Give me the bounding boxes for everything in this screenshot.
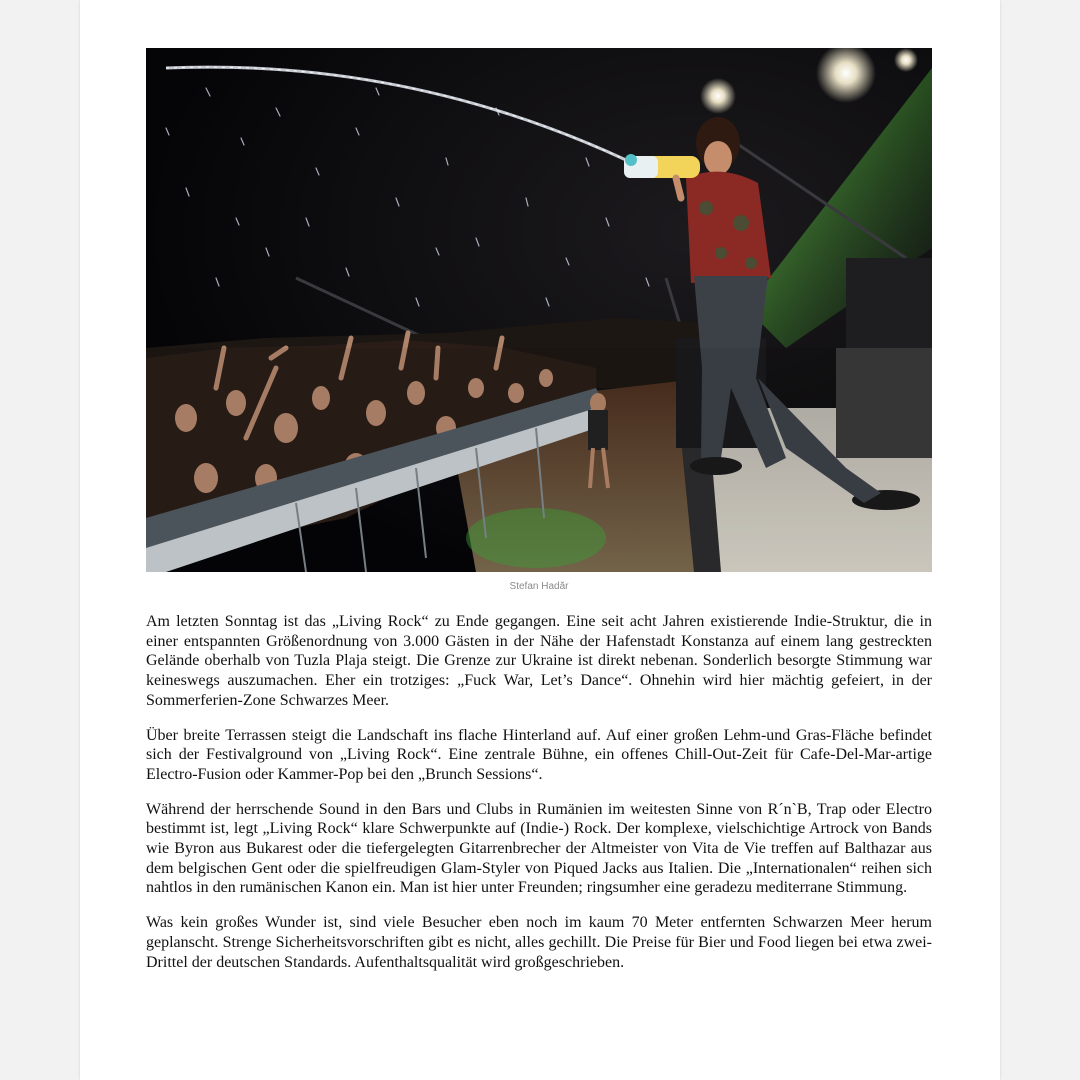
article-paragraph: Was kein großes Wunder ist, sind viele Besucher eben noch im kaum 70 Meter entfernten Schwarzen Meer herum geplanscht. Strenge Sicherheitsvorschriften gibt es nicht, alles gechillt. Die Preise für Bier und Food liegen bei etwa zwei-Drittel der deutschen Standards. Aufenthaltsqualität wird großgeschrieben.: [146, 914, 932, 971]
concert-photo: [146, 48, 932, 572]
article-paragraph: Über breite Terrassen steigt die Landschaft ins flache Hinterland auf. Auf einer großen Lehm-und Gras-Fläche befindet sich der Festivalground von „Living Rock“. Eine zentrale Bühne, ein offenes Chill-Out-Zeit für Cafe-Del-Mar-artige Electro-Fusion oder Kammer-Pop bei den „Brunch Sessions“.: [146, 726, 932, 783]
article-paragraph: Während der herrschende Sound in den Bars und Clubs in Rumänien im weitesten Sinne von R´n`B, Trap oder Electro bestimmt ist, legt „Living Rock“ klare Schwerpunkte auf (Indie-) Rock. Der komplexe, vielschichtige Artrock von Bands wie Byron aus Bukarest oder die tiefergelegten Gitarrenbrecher der Altmeister von Vita de Vie treffen auf Balthazar aus dem belgischen Gent oder die spielfreudigen Glam-Styler von Piqued Jacks aus Italien. Die „Internationalen“ reihen sich nahtlos in den rumänischen Kanon ein. Man ist hier unter Freunden; ringsumher eine geradezu mediterrane Stimmung.: [146, 800, 932, 897]
article-page: [80, 0, 1000, 1080]
photo-caption: Stefan Hadăr: [509, 581, 569, 592]
article-paragraph: Am letzten Sonntag ist das „Living Rock“ zu Ende gegangen. Eine seit acht Jahren existierende Indie-Struktur, die in einer entspannten Größenordnung von 3.000 Gästen in der Nähe der Hafenstadt Konstanza auf einem lang gestreckten Gelände oberhalb von Tuzla Plaja steigt. Die Grenze zur Ukraine ist direkt nebenan. Sonderlich besorgte Stimmung war keineswegs auszumachen. Eher ein trotziges: „Fuck War, Let’s Dance“. Ohnehin wird hier mächtig gefeiert, in der Sommerferien-Zone Schwarzes Meer.: [146, 613, 932, 709]
article-body: [146, 612, 932, 987]
